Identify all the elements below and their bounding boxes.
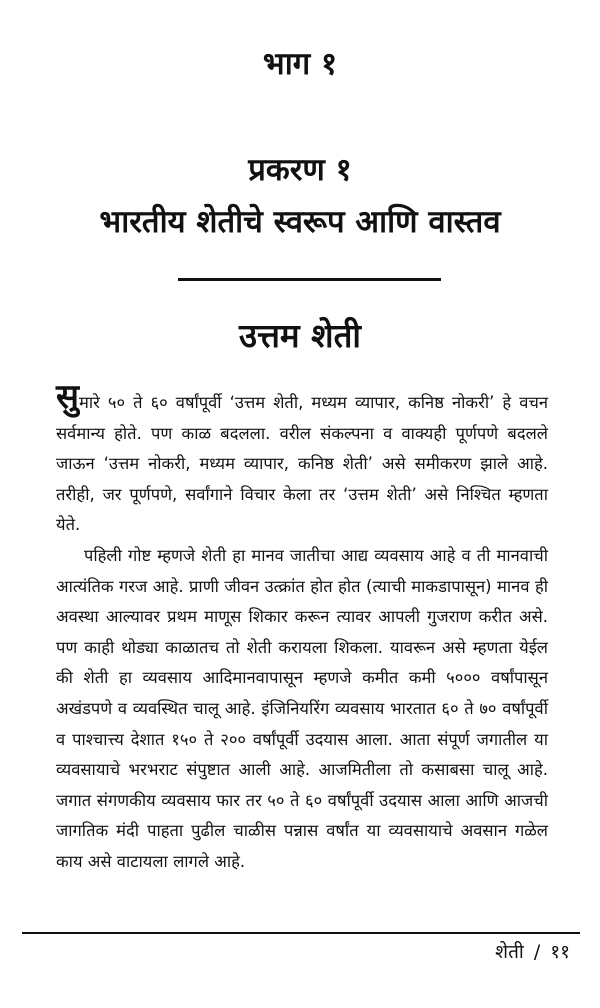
title-divider-rule — [178, 278, 441, 281]
paragraph-1 — [56, 377, 548, 541]
footer-divider-rule — [22, 932, 580, 934]
paragraph-1-text: मारे ५० ते ६० वर्षांपूर्वी ‘उत्तम शेती, मध्यम व्यापार, कनिष्ठ नोकरी’ हे वचन सर्वमान्य होते. पण काळ बदलला. वरील संकल्पना व वाक्यही पूर्णपणे बदलले जाऊन ‘उत्तम नोकरी, मध्यम व्यापार, कनिष्ठ शेती’ असे समीकरण झाले आहे. तरीही, जर पूर्णपणे, सर्वांगाने विचार केला तर ‘उत्तम शेती’ असे निश्चित म्हणता येते. — [56, 393, 548, 535]
paragraph-2: पहिली गोष्ट म्हणजे शेती हा मानव जातीचा आद्य व्यवसाय आहे व ती मानवाची आत्यंतिक गरज आहे. प्राणी जीवन उत्क्रांत होत होत (त्याची माकडापासून) मानव ही अवस्था आल्यावर प्रथम माणूस शिकार करून त्यावर आपली गुजराण करीत असे. पण काही थोड्या काळातच तो शेती करायला शिकला. यावरून असे म्हणता येईल की शेती हा व्यवसाय आदिमानवापासून म्हणजे कमीत कमी ५००० वर्षांपासून अखंडपणे व व्यवस्थित चालू आहे. इंजिनियरिंग व्यवसाय भारतात ६० ते ७० वर्षांपूर्वी व पाश्चात्त्य देशात १५० ते २०० वर्षांपूर्वी उदयास आला. आता संपूर्ण जगातील या व्यवसायाचे भरभराट संपुष्टात आली आहे. आजमितीला तो कसाबसा चालू आहे. जगात संगणकीय व्यवसाय फार तर ५० ते ६० वर्षांपूर्वी उदयास आला आणि आजची जागतिक मंदी पाहता पुढील चाळीस पन्नास वर्षांत या व्यवसायाचे अवसान गळेल काय असे वाटायला लागले आहे. — [56, 545, 548, 871]
body-text — [56, 377, 548, 878]
footer-separator: / — [533, 941, 541, 963]
page-footer — [495, 938, 570, 964]
chapter-number-heading: प्रकरण १ — [248, 152, 352, 188]
drop-cap: सु — [56, 377, 79, 417]
chapter-title-heading: भारतीय शेतीचे स्वरूप आणि वास्तव — [99, 204, 501, 240]
page-number: ११ — [550, 941, 570, 963]
running-title: शेती — [495, 941, 524, 963]
part-heading: भाग १ — [262, 46, 338, 82]
section-heading: उत्तम शेती — [239, 316, 361, 355]
